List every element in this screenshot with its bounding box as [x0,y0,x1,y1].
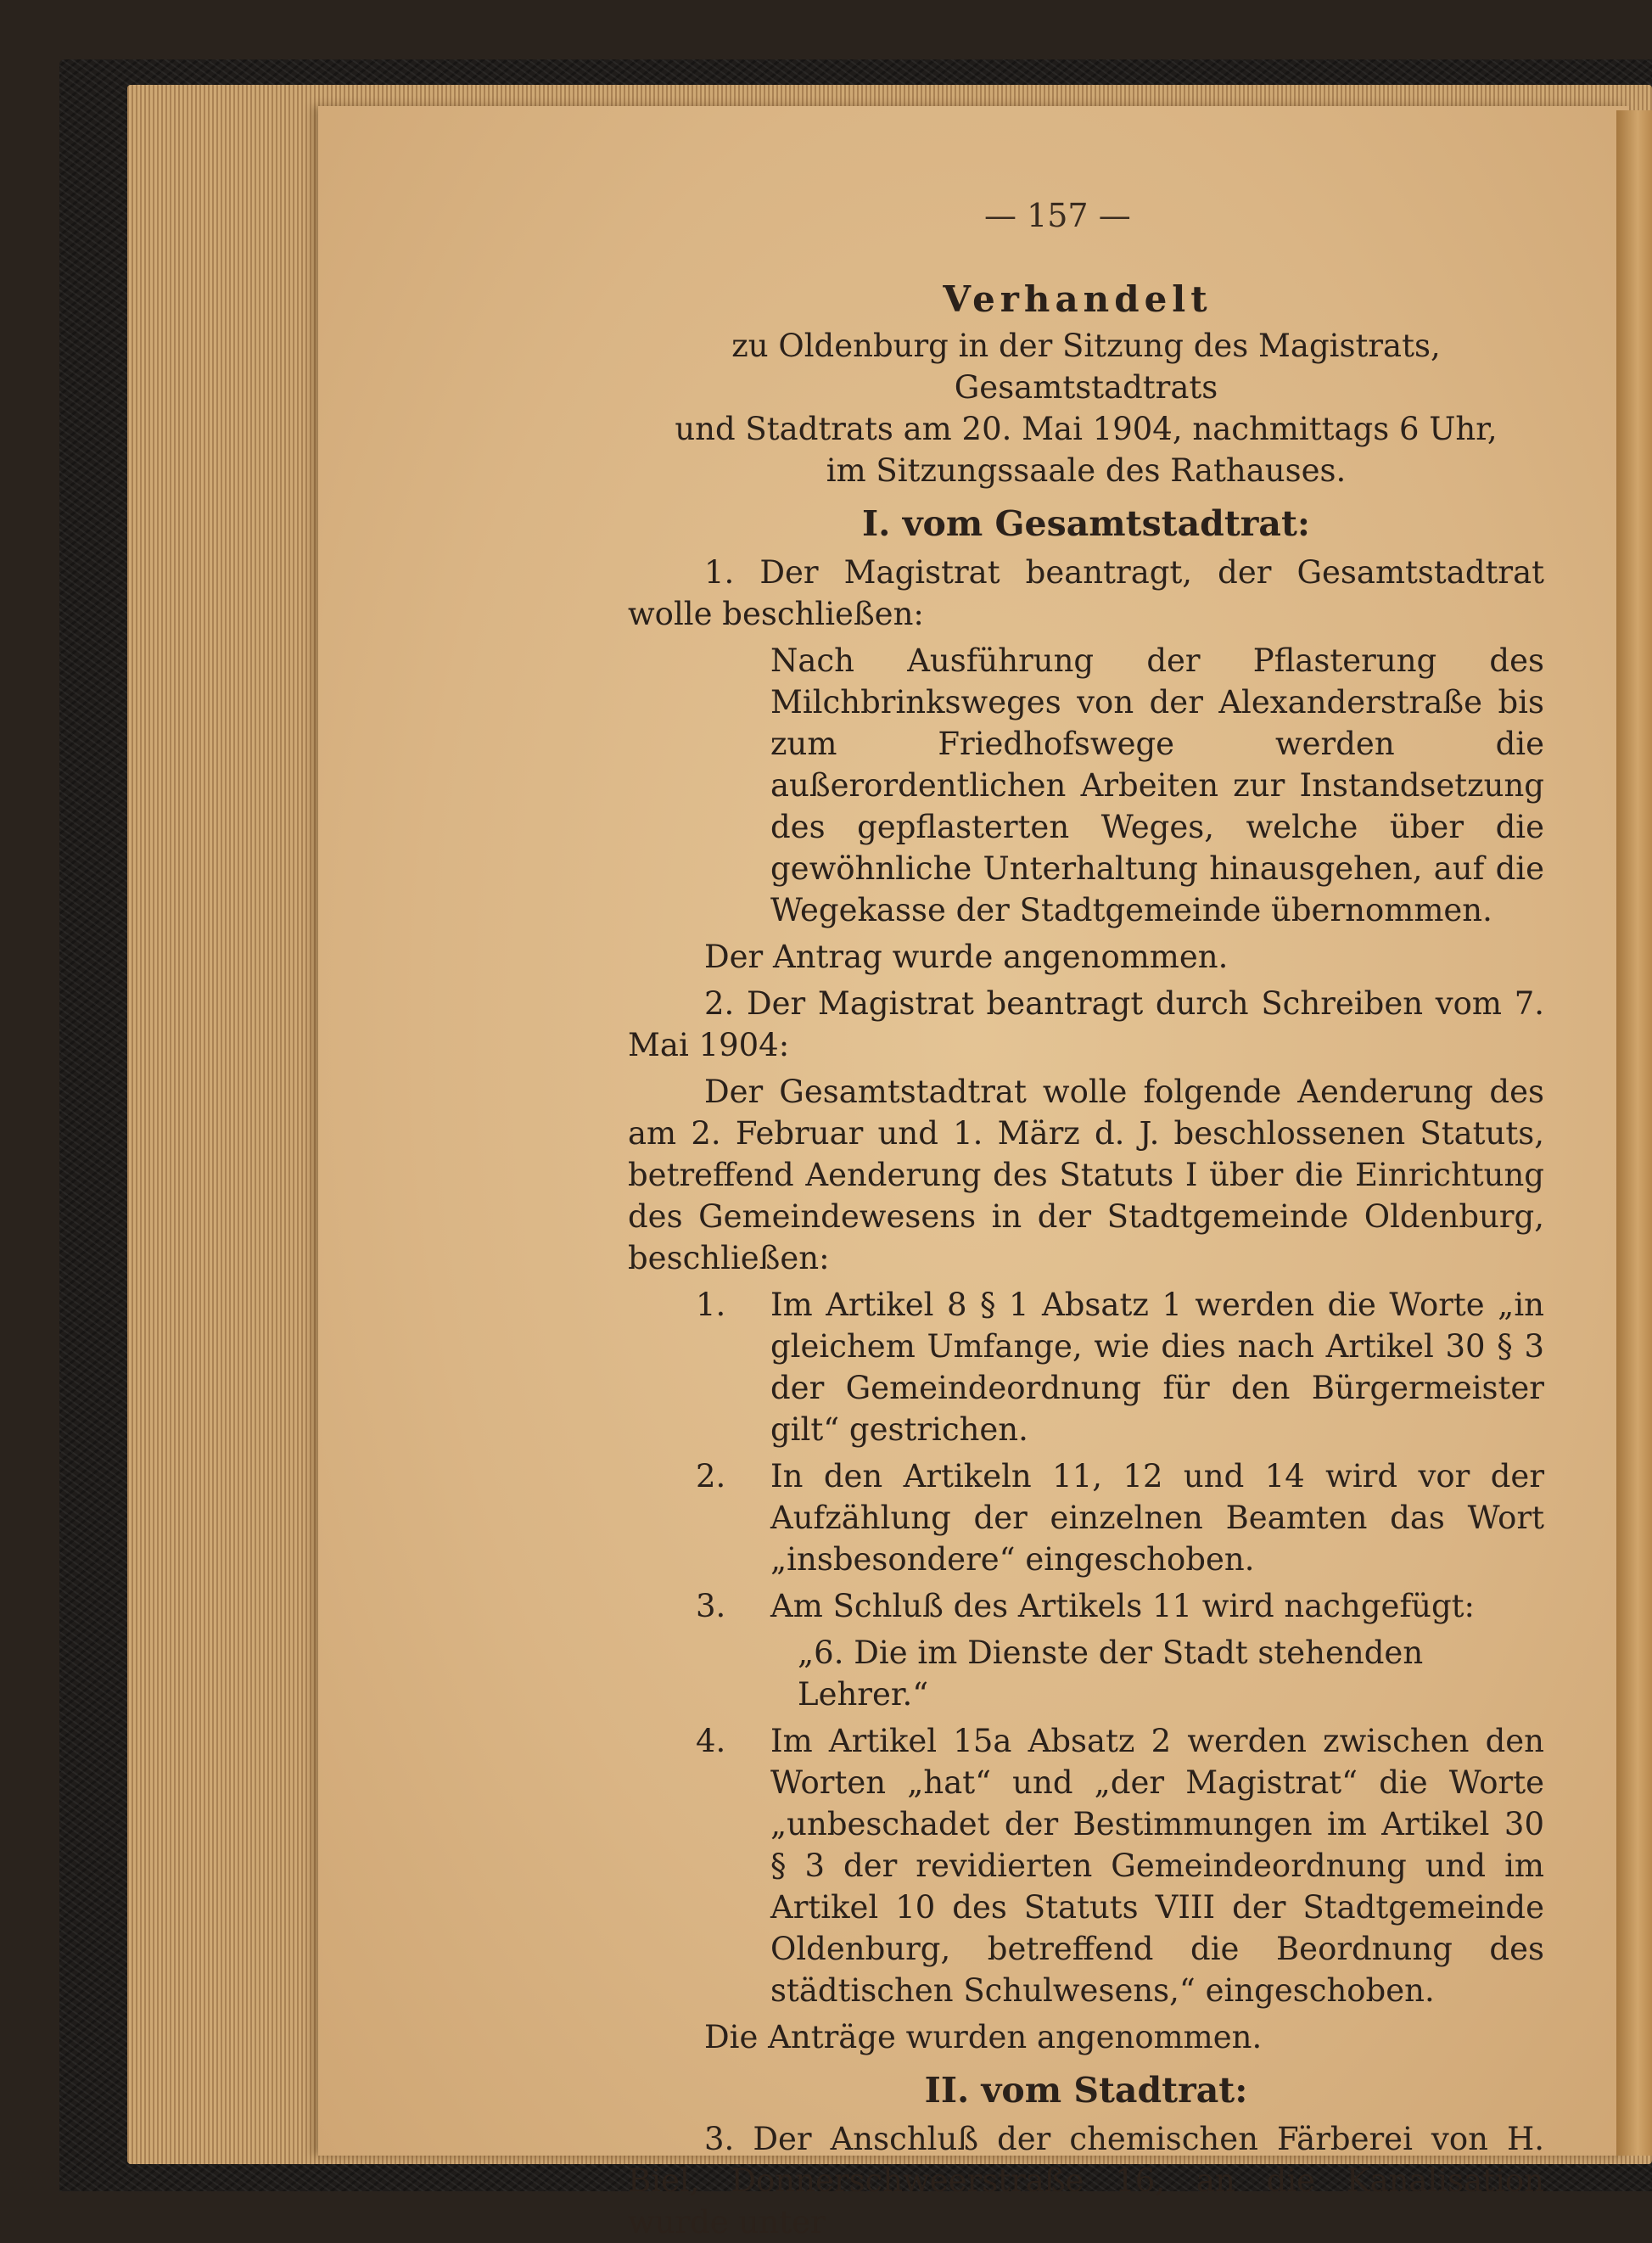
intro-line-2: und Stadtrats am 20. Mai 1904, nachmittags 6 Uhr, [675,411,1498,447]
item-3-text: 3. Der Anschluß der chemischen Färberei von H. Biel, Donnerschweerstraße 16, an die Kanalisation wurde unter [628,2121,1544,2240]
intro-line-1: zu Oldenburg in der Sitzung des Magistrats, Gesamtstadtrats [731,328,1441,406]
page-text [628,195,1544,2243]
intro-line-3: im Sitzungssaale des Rathauses. [826,452,1347,489]
item-1-block: Nach Ausführung der Pflasterung des Milchbrinksweges von der Alexanderstraße bis zum Friedhofswege werden die außerordentlichen Arbeiten zur Instandsetzung des gepflasterten Weges, welche über die gewöhnliche Unterhaltung hinausgehen, auf die Wegekasse der Stadtgemeinde übernommen. [770,642,1544,928]
subitem-4 [696,1720,1544,2011]
subitem-text: In den Artikeln 11, 12 und 14 wird vor der Aufzählung der einzelnen Beamten das Wort „insbesondere“ eingeschoben. [770,1458,1544,1578]
item-2-body: Der Gesamtstadtrat wolle folgende Aenderung des am 2. Februar und 1. März d. J. beschlossenen Statuts, betreffend Aenderung des Statuts I über die Einrichtung des Gemeindewesens in der Stadtgemeinde Oldenburg, beschließen: [628,1074,1544,1276]
subitem-text: Im Artikel 15a Absatz 2 werden zwischen den Worten „hat“ und „der Magistrat“ die Worte „unbeschadet der Bestimmungen im Artikel 30 § 3 der revidierten Gemeindeordnung und im Artikel 10 des Statuts VIII der Stadtgemeinde Oldenburg, betreffend die Beordnung des städtischen Schulwesens,“ eingeschoben. [770,1723,1544,2009]
subitem-3 [696,1585,1544,1627]
subitem-1 [696,1284,1544,1450]
item-2-result: Die Anträge wurden angenommen. [704,2019,1263,2055]
section-heading-2: II. vom Stadtrat: [924,2070,1248,2111]
item-2-text: 2. Der Magistrat beantragt durch Schreiben vom 7. Mai 1904: [628,985,1544,1063]
subitem-number: 3. [696,1588,726,1624]
subitem-number: 1. [696,1287,726,1323]
subitem-3-quote: „6. Die im Dienste der Stadt stehenden Lehrer.“ [798,1635,1424,1713]
section-heading-1: I. vom Gesamtstadtrat: [861,503,1311,544]
document-title: Verhandelt [943,278,1212,320]
next-page-edge [1616,110,1652,2156]
item-1-text: 1. Der Magistrat beantragt, der Gesamtstadtrat wolle beschließen: [628,554,1544,632]
item-1-result: Der Antrag wurde angenommen. [704,939,1229,975]
subitem-text: Im Artikel 8 § 1 Absatz 1 werden die Worte „in gleichem Umfange, wie dies nach Artikel 30 § 3 der Gemeindeordnung für den Bürgermeister gilt“ gestrichen. [770,1287,1544,1448]
subitem-number: 2. [696,1458,726,1494]
subitem-2 [696,1455,1544,1580]
subitem-text: Am Schluß des Artikels 11 wird nachgefügt: [770,1588,1475,1624]
subitem-number: 4. [696,1723,726,1759]
page-number: — 157 — [984,197,1131,234]
